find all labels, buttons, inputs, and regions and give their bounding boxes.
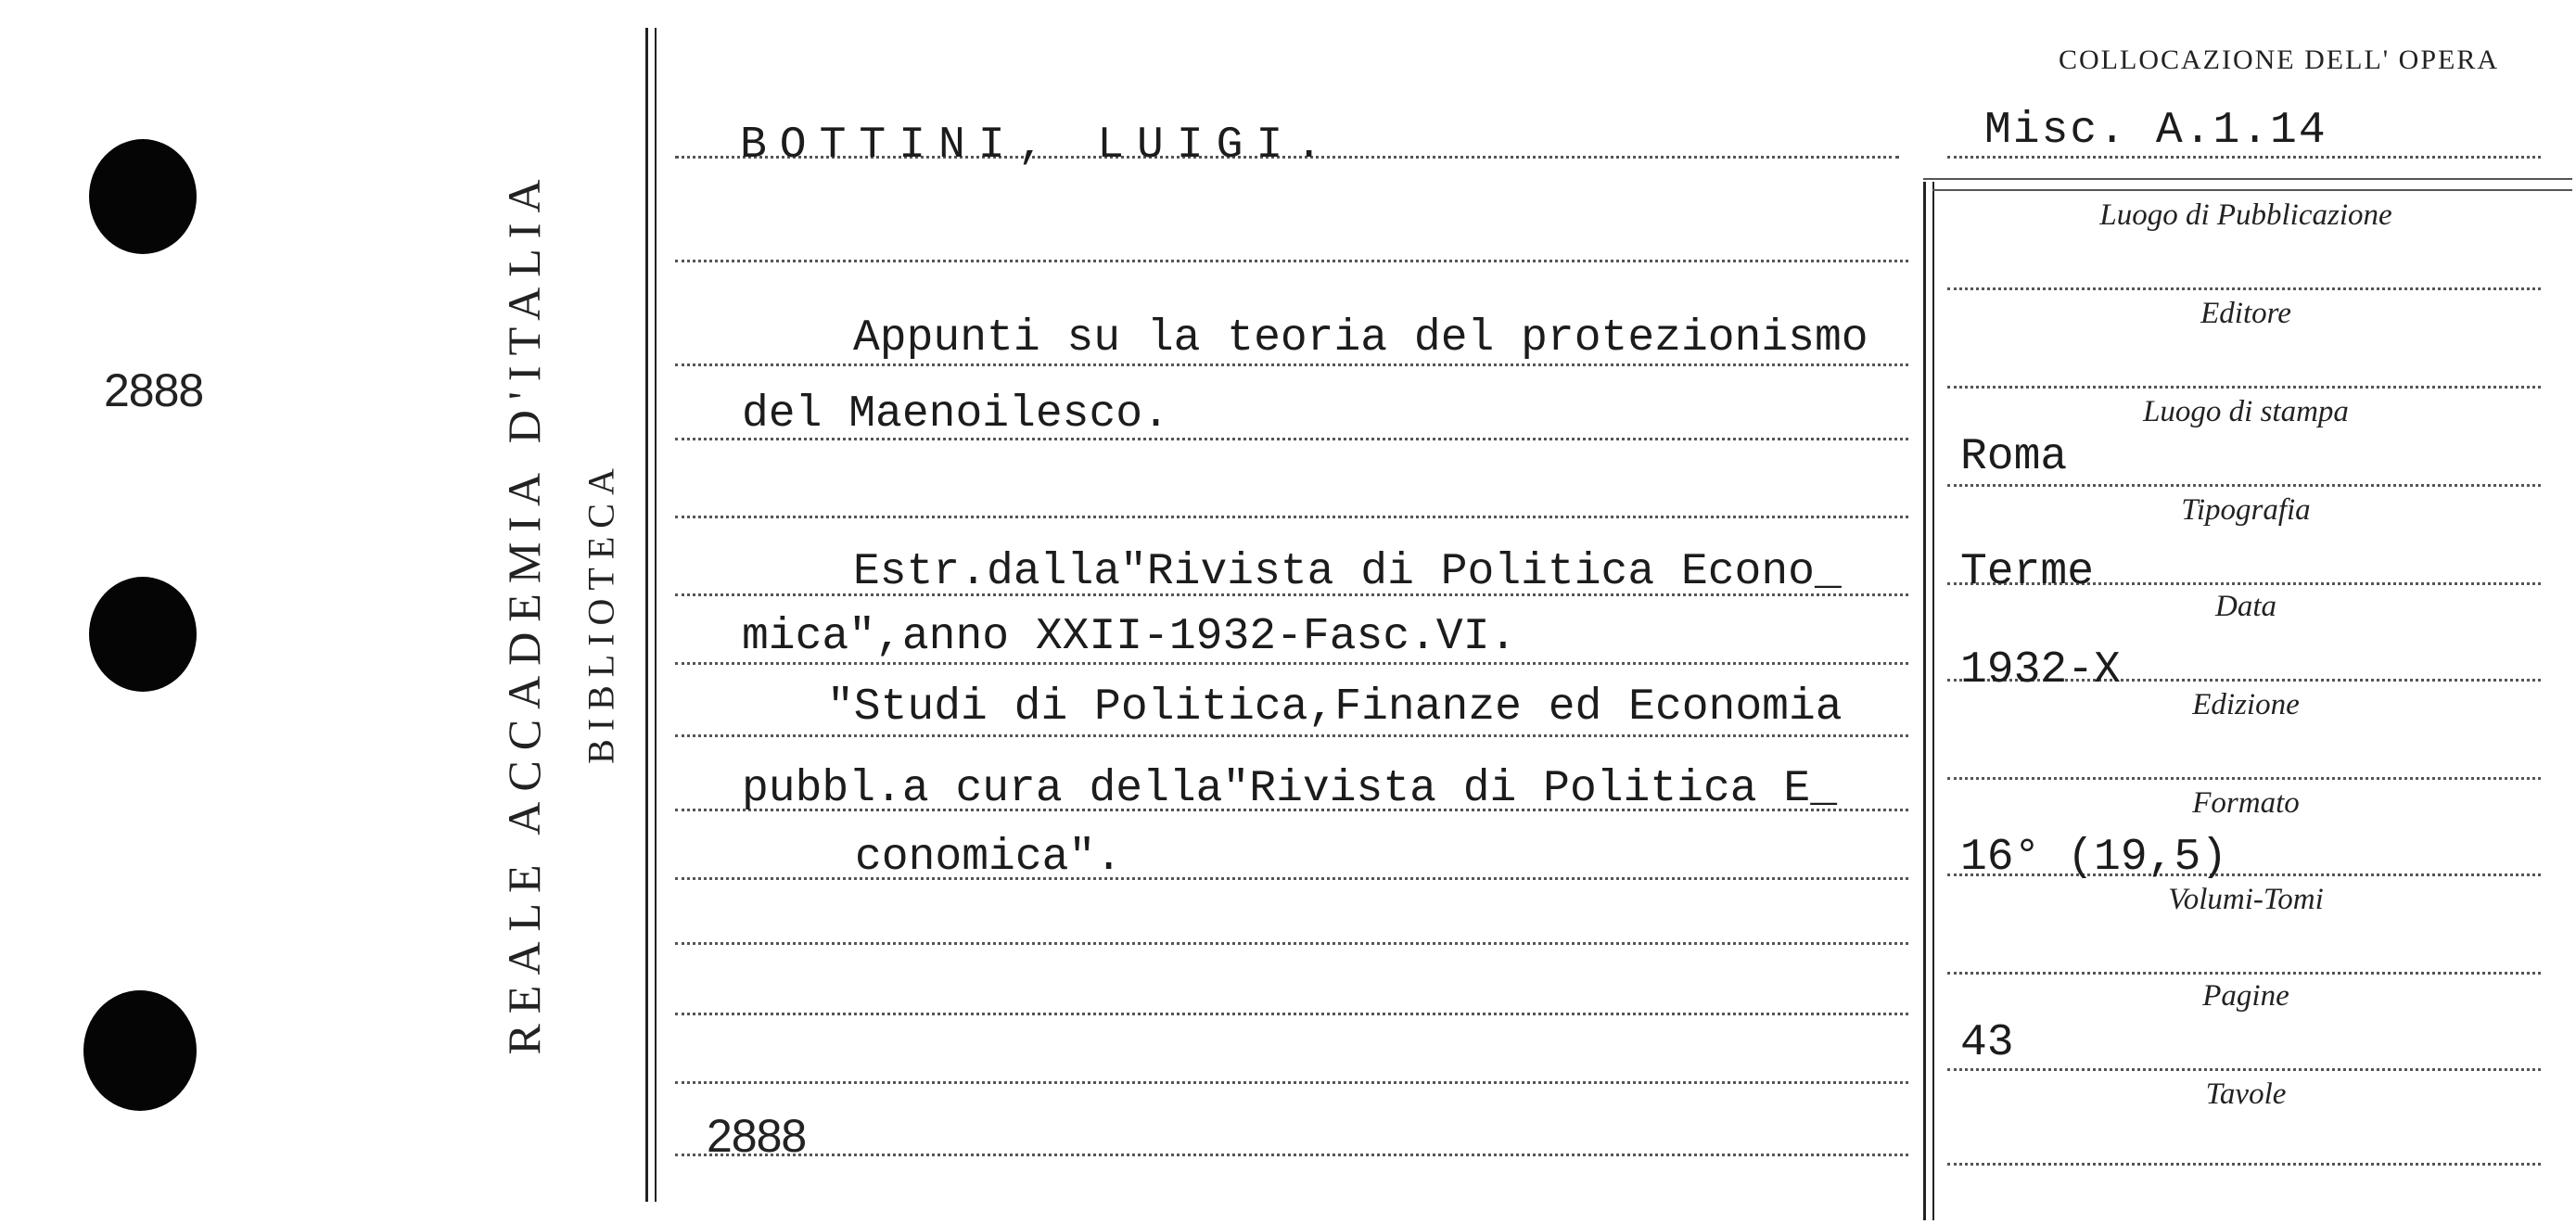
library-name: BIBLIOTECA [580,460,622,764]
extract-line: "Studi di Politica,Finanze ed Economia [827,682,1843,733]
shelfmark: Misc. A.1.14 [1984,106,2327,156]
ruled-line [675,260,1908,262]
field-line [1947,287,2541,290]
ruled-line [675,662,1908,665]
collocation-header: COLLOCAZIONE DELL' OPERA [2059,45,2500,75]
field-line [1947,1163,2541,1166]
field-line [1947,777,2541,780]
title-line: del Maenoilesco. [742,389,1169,440]
label-tipografia: Tipografia [2181,493,2311,527]
label-luogo-pubblicazione: Luogo di Pubblicazione [2099,198,2392,232]
value-luogo-stampa: Roma [1960,432,2068,482]
field-line [1947,1068,2541,1071]
field-line [1947,484,2541,487]
bottom-number: 2888 [707,1110,807,1162]
field-box-border [1923,182,1926,1220]
margin-rule [645,28,648,1202]
institution-name: REALE ACCADEMIA D'ITALIA [498,169,550,1055]
ruled-line [675,942,1908,945]
value-formato: 16° (19,5) [1960,833,2228,883]
ruled-line [675,363,1908,366]
label-editore: Editore [2200,297,2291,330]
value-pagine: 43 [1960,1018,2014,1068]
field-line [1947,386,2541,389]
ruled-line [1947,156,2541,159]
punch-hole [89,577,197,692]
label-luogo-stampa: Luogo di stampa [2143,395,2349,428]
title-line: Appunti su la teoria del protezionismo [853,313,1868,363]
extract-line: Estr.dalla"Rivista di Politica Econo_ [853,547,1842,597]
label-volumi-tomi: Volumi-Tomi [2168,883,2324,916]
field-box-border [1932,182,1934,1220]
margin-rule [655,28,657,1202]
value-data: 1932-X [1960,645,2121,695]
extract-line: conomica". [855,833,1123,883]
field-box-border [1923,178,2572,180]
author-heading: BOTTINI, LUIGI. [740,121,1336,171]
ruled-line [675,1081,1908,1084]
label-formato: Formato [2192,786,2300,820]
value-tipografia: Terme [1960,547,2095,597]
ruled-line [675,516,1908,518]
ruled-line [675,734,1908,737]
label-data: Data [2215,590,2276,623]
extract-line: pubbl.a cura della"Rivista di Politica E_ [742,764,1837,814]
punch-hole [83,990,197,1111]
label-pagine: Pagine [2202,979,2289,1013]
side-number: 2888 [104,364,204,416]
ruled-line [675,1013,1908,1015]
label-tavole: Tavole [2205,1077,2287,1111]
extract-line: mica",anno XXII-1932-Fasc.VI. [742,612,1517,662]
field-box-border [1932,189,2572,191]
ruled-line [675,1154,1908,1156]
field-line [1947,972,2541,975]
punch-hole [89,139,197,254]
label-edizione: Edizione [2192,688,2300,721]
